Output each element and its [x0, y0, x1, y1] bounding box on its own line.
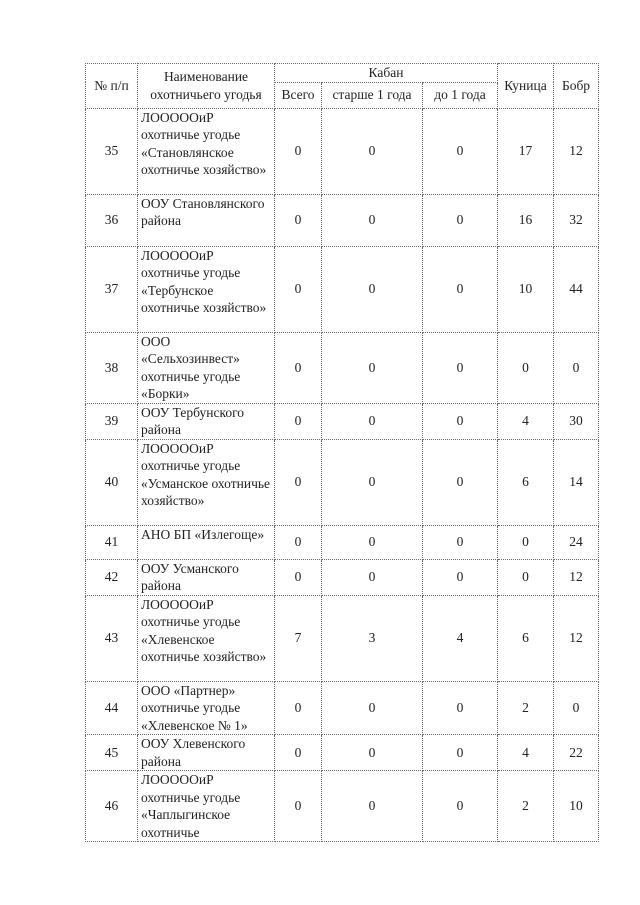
table-row — [86, 595, 599, 681]
row-beaver: 30 — [554, 403, 599, 439]
row-marten: 2 — [498, 771, 554, 842]
row-name: ООО «Партнер» охотничье угодье «Хлевенское № 1» — [138, 681, 275, 735]
row-beaver: 32 — [554, 194, 599, 246]
row-name: ЛОООООиР охотничье угодье «Тербунское охотничье хозяйство» — [138, 246, 275, 332]
row-marten: 4 — [498, 403, 554, 439]
row-boar-older: 0 — [322, 681, 423, 735]
table-row — [86, 771, 599, 842]
row-name: ЛОООООиР охотничье угодье «Чаплыгинское охотничье — [138, 771, 275, 842]
row-name: ООУ Усманского района — [138, 559, 275, 595]
row-marten: 10 — [498, 246, 554, 332]
row-boar-older: 0 — [322, 559, 423, 595]
row-beaver: 24 — [554, 525, 599, 559]
table-row — [86, 246, 599, 332]
row-number: 37 — [86, 246, 138, 332]
row-marten: 2 — [498, 681, 554, 735]
row-boar-younger: 0 — [423, 559, 498, 595]
row-name: ЛОООООиР охотничье угодье «Усманское охотничье хозяйство» — [138, 439, 275, 525]
row-beaver: 12 — [554, 595, 599, 681]
row-beaver: 10 — [554, 771, 599, 842]
row-boar-younger: 0 — [423, 771, 498, 842]
row-marten: 6 — [498, 439, 554, 525]
row-boar-total: 0 — [275, 771, 322, 842]
row-number: 41 — [86, 525, 138, 559]
row-beaver: 14 — [554, 439, 599, 525]
row-boar-older: 0 — [322, 108, 423, 194]
row-boar-total: 0 — [275, 246, 322, 332]
row-boar-total: 0 — [275, 332, 322, 403]
row-marten: 0 — [498, 525, 554, 559]
row-boar-total: 0 — [275, 439, 322, 525]
header-boar-total: Всего — [275, 82, 322, 108]
row-beaver: 0 — [554, 681, 599, 735]
row-name: ЛОООООиР охотничье угодье «Становлянское охотничье хозяйство» — [138, 108, 275, 194]
row-boar-older: 0 — [322, 771, 423, 842]
row-number: 45 — [86, 735, 138, 771]
row-boar-younger: 0 — [423, 525, 498, 559]
row-name: АНО БП «Излегоще» — [138, 525, 275, 559]
table-body — [86, 108, 599, 842]
row-name: ООУ Становлянского района — [138, 194, 275, 246]
row-number: 36 — [86, 194, 138, 246]
table-row — [86, 735, 599, 771]
row-number: 42 — [86, 559, 138, 595]
row-marten: 4 — [498, 735, 554, 771]
row-number: 46 — [86, 771, 138, 842]
row-marten: 0 — [498, 559, 554, 595]
row-beaver: 12 — [554, 559, 599, 595]
row-boar-older: 0 — [322, 246, 423, 332]
row-name: ЛОООООиР охотничье угодье «Хлевенское охотничье хозяйство» — [138, 595, 275, 681]
table-row — [86, 332, 599, 403]
row-boar-younger: 0 — [423, 439, 498, 525]
row-boar-younger: 0 — [423, 246, 498, 332]
table-row — [86, 559, 599, 595]
row-boar-younger: 0 — [423, 332, 498, 403]
row-boar-total: 0 — [275, 403, 322, 439]
header-beaver: Бобр — [554, 64, 599, 109]
header-name: Наименование охотничьего угодья — [138, 64, 275, 109]
row-boar-older: 0 — [322, 194, 423, 246]
table-row — [86, 525, 599, 559]
row-marten: 6 — [498, 595, 554, 681]
row-boar-younger: 0 — [423, 735, 498, 771]
row-boar-younger: 0 — [423, 194, 498, 246]
header-num: № п/п — [86, 64, 138, 109]
row-boar-total: 7 — [275, 595, 322, 681]
row-marten: 0 — [498, 332, 554, 403]
header-boar: Кабан — [275, 64, 498, 83]
row-boar-older: 3 — [322, 595, 423, 681]
table-row — [86, 403, 599, 439]
row-boar-older: 0 — [322, 439, 423, 525]
row-name: ООО «Сельхозинвест» охотничье угодье «Борки» — [138, 332, 275, 403]
row-boar-total: 0 — [275, 194, 322, 246]
row-boar-total: 0 — [275, 559, 322, 595]
row-boar-total: 0 — [275, 681, 322, 735]
row-marten: 16 — [498, 194, 554, 246]
row-boar-older: 0 — [322, 332, 423, 403]
table-row — [86, 194, 599, 246]
row-number: 38 — [86, 332, 138, 403]
header-boar-older: старше 1 года — [322, 82, 423, 108]
row-beaver: 12 — [554, 108, 599, 194]
table-row — [86, 681, 599, 735]
row-boar-total: 0 — [275, 108, 322, 194]
row-boar-total: 0 — [275, 525, 322, 559]
header-marten: Куница — [498, 64, 554, 109]
table-row — [86, 108, 599, 194]
row-boar-older: 0 — [322, 735, 423, 771]
row-boar-younger: 4 — [423, 595, 498, 681]
row-boar-younger: 0 — [423, 681, 498, 735]
header-boar-younger: до 1 года — [423, 82, 498, 108]
row-number: 35 — [86, 108, 138, 194]
row-number: 43 — [86, 595, 138, 681]
row-boar-younger: 0 — [423, 403, 498, 439]
row-name: ООУ Тербунского района — [138, 403, 275, 439]
row-beaver: 22 — [554, 735, 599, 771]
row-boar-older: 0 — [322, 525, 423, 559]
row-beaver: 44 — [554, 246, 599, 332]
row-number: 44 — [86, 681, 138, 735]
row-number: 40 — [86, 439, 138, 525]
table-row — [86, 439, 599, 525]
row-beaver: 0 — [554, 332, 599, 403]
row-name: ООУ Хлевенского района — [138, 735, 275, 771]
row-boar-total: 0 — [275, 735, 322, 771]
row-marten: 17 — [498, 108, 554, 194]
row-boar-younger: 0 — [423, 108, 498, 194]
row-number: 39 — [86, 403, 138, 439]
row-boar-older: 0 — [322, 403, 423, 439]
hunting-grounds-table — [85, 63, 599, 842]
